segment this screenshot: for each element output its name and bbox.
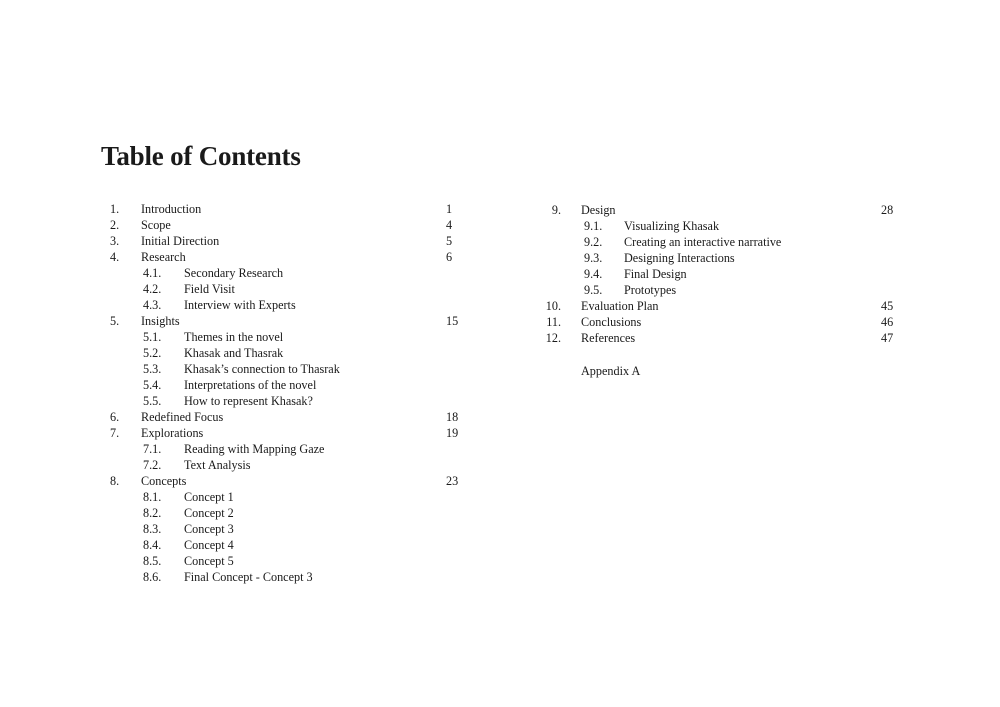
toc-entry-label[interactable]: Insights [141,314,180,328]
toc-entry-label[interactable]: Explorations [141,426,204,440]
toc-subentry[interactable] [0,537,500,553]
toc-entry-label[interactable]: Conclusions [581,315,642,329]
toc-entry[interactable] [0,314,1000,330]
toc-entry-number: 8.3. [143,522,162,536]
toc-entry-number: 8.6. [143,570,162,584]
toc-entry-number: 8.4. [143,538,162,552]
toc-page-number: 46 [881,315,894,329]
toc-entry-number: 4.2. [143,282,162,296]
toc-entry-label[interactable]: Final Concept - Concept 3 [184,570,313,584]
toc-entry-number: 12. [545,331,561,345]
toc-page-number: 15 [446,314,459,328]
toc-entry-label[interactable]: Redefined Focus [141,410,224,424]
toc-entry-label[interactable]: How to represent Khasak? [184,394,313,408]
toc-subentry[interactable] [0,218,1000,234]
toc-entry-number: 6. [110,410,120,424]
toc-entry-label[interactable]: Designing Interactions [624,251,735,265]
toc-page-number: 18 [446,410,459,424]
toc-entry[interactable] [0,425,500,441]
toc-entry-label[interactable]: Text Analysis [184,458,251,472]
page-title: Table of Contents [101,141,301,171]
toc-entry-label[interactable]: Design [581,203,616,217]
toc-entry-label[interactable]: Creating an interactive narrative [624,235,782,249]
toc-entry-number: 5.1. [143,330,162,344]
toc-subentry[interactable] [0,266,1000,282]
toc-entry-number: 8. [110,474,120,488]
toc-page-number: 1 [446,202,453,216]
toc-subentry[interactable] [0,521,500,537]
toc-entry-number: 10. [545,299,561,313]
toc-entry-number: 9.2. [584,235,603,249]
toc-entry-label[interactable]: Concept 3 [184,522,234,536]
toc-entry-number: 5.2. [143,346,162,360]
toc-page-number: 45 [881,299,894,313]
toc-page-number: 6 [446,250,453,264]
toc-subentry[interactable] [0,457,500,473]
toc-entry-label[interactable]: Concept 4 [184,538,234,552]
toc-entry-number: 4. [110,250,120,264]
toc-entry[interactable] [0,409,500,425]
toc-subentry[interactable] [0,505,500,521]
toc-entry-label[interactable]: Themes in the novel [184,330,284,344]
toc-entry[interactable] [0,330,1000,346]
toc-entry-label[interactable]: Interview with Experts [184,298,296,312]
toc-entry-label[interactable]: Research [141,250,186,264]
toc-subentry[interactable] [0,345,500,361]
toc-entry-label[interactable]: References [581,331,636,345]
toc-entry-number: 9. [551,203,561,217]
toc-subentry[interactable] [0,441,500,457]
toc-subentry[interactable] [0,377,500,393]
toc-subentry[interactable] [0,393,500,409]
toc-entry-label[interactable]: Introduction [141,202,202,216]
toc-entry-number: 8.5. [143,554,162,568]
toc-entry-label[interactable]: Secondary Research [184,266,284,280]
toc-entry-number: 5.3. [143,362,162,376]
toc-entry[interactable] [0,202,1000,218]
toc-page-number: 5 [446,234,453,248]
toc-entry-label[interactable]: Khasak and Thasrak [184,346,284,360]
toc-entry-label[interactable]: Evaluation Plan [581,299,659,313]
toc-appendix[interactable]: Appendix A [581,364,641,378]
toc-entry-number: 4.1. [143,266,162,280]
toc-entry-number: 7.2. [143,458,162,472]
toc-page-number: 28 [881,203,894,217]
toc-entry-label[interactable]: Visualizing Khasak [624,219,720,233]
toc-entry-number: 8.1. [143,490,162,504]
toc-entry[interactable] [0,298,1000,314]
toc-entry-label[interactable]: Khasak’s connection to Thasrak [184,362,340,376]
toc-entry-label[interactable]: Concept 5 [184,554,234,568]
toc-subentry[interactable] [0,250,1000,266]
toc-entry-label[interactable]: Final Design [624,267,687,281]
toc-entry-number: 5. [110,314,120,328]
toc-entry-number: 8.2. [143,506,162,520]
toc-page-number: 23 [446,474,459,488]
toc-entry-number: 7.1. [143,442,162,456]
toc-entry-number: 1. [110,202,120,216]
toc-entry-number: 7. [110,426,120,440]
toc-entry-number: 9.4. [584,267,603,281]
toc-entry-number: 5.5. [143,394,162,408]
toc-subentry[interactable] [0,282,1000,298]
toc-entry-number: 3. [110,234,120,248]
toc-page-number: 4 [446,218,453,232]
toc-entry-number: 9.5. [584,283,603,297]
toc-entry-number: 4.3. [143,298,162,312]
toc-subentry[interactable] [0,569,500,585]
toc-entry-number: 5.4. [143,378,162,392]
toc-entry-label[interactable]: Concepts [141,474,187,488]
toc-right-column [0,202,1000,346]
toc-subentry[interactable] [0,234,1000,250]
toc-entry-label[interactable]: Prototypes [624,283,677,297]
toc-page-number: 19 [446,426,459,440]
toc-entry-number: 2. [110,218,120,232]
toc-subentry[interactable] [0,361,500,377]
toc-entry-label[interactable]: Reading with Mapping Gaze [184,442,325,456]
toc-entry-label[interactable]: Field Visit [184,282,235,296]
toc-entry-label[interactable]: Concept 1 [184,490,234,504]
toc-entry-number: 9.3. [584,251,603,265]
toc-entry-label[interactable]: Scope [141,218,171,232]
toc-entry[interactable] [0,473,500,489]
toc-subentry[interactable] [0,553,500,569]
toc-subentry[interactable] [0,489,500,505]
toc-entry-label[interactable]: Interpretations of the novel [184,378,317,392]
toc-entry-label[interactable]: Concept 2 [184,506,234,520]
toc-entry-label[interactable]: Initial Direction [141,234,220,248]
toc-page-number: 47 [881,331,894,345]
toc-entry-number: 9.1. [584,219,603,233]
toc-entry-number: 11. [546,315,561,329]
